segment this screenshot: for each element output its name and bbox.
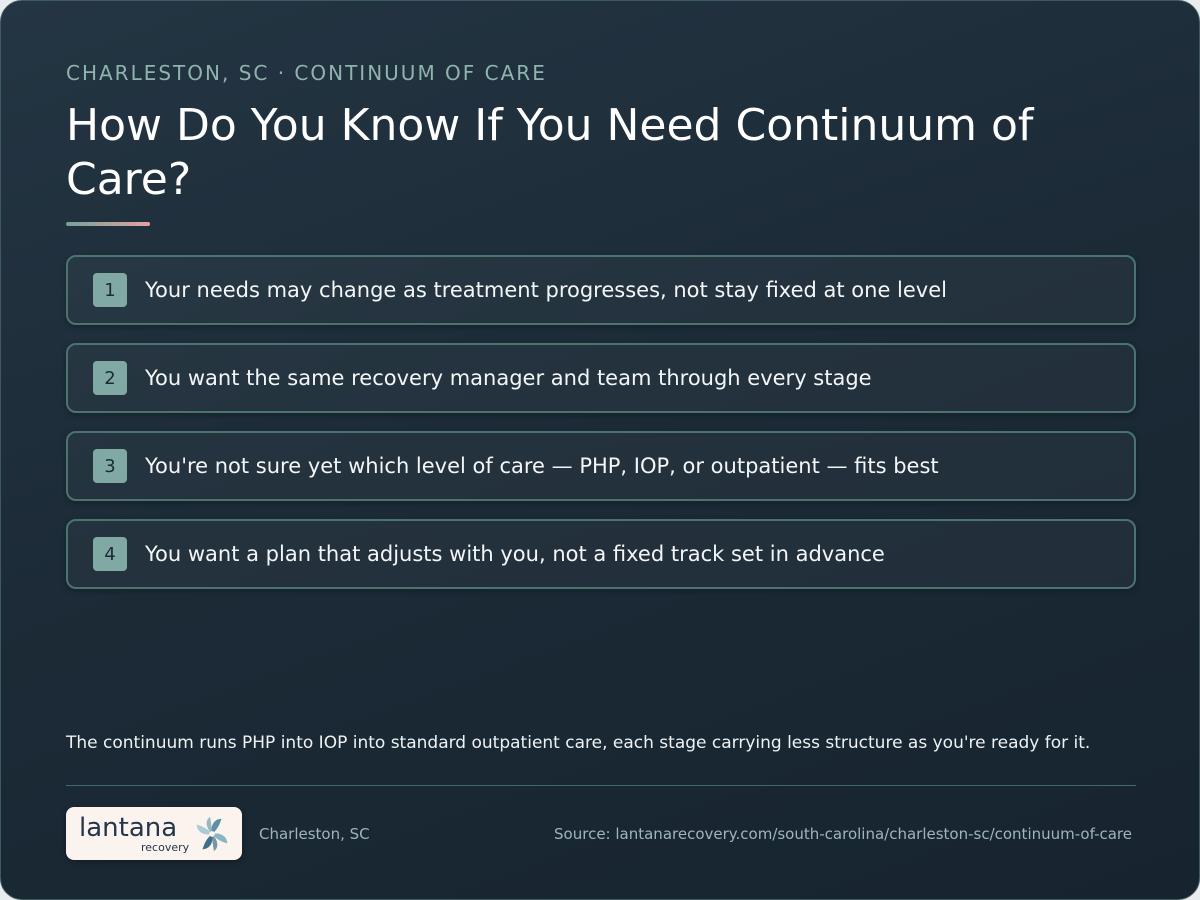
page-title: How Do You Know If You Need Continuum of Care?: [66, 100, 1034, 205]
item-number-badge: 2: [93, 361, 127, 395]
item-number-badge: 4: [93, 537, 127, 571]
criteria-item: [66, 255, 1136, 325]
summary-text: The continuum runs PHP into IOP into standard outpatient care, each stage carrying less structure as you're ready for it.: [66, 733, 1091, 753]
criteria-item: [66, 343, 1136, 413]
footer-divider: [66, 785, 1136, 786]
item-text: You want the same recovery manager and team through every stage: [145, 366, 872, 390]
criteria-item: [66, 519, 1136, 589]
pinwheel-logo-icon: [193, 815, 231, 853]
item-number-badge: 3: [93, 449, 127, 483]
eyebrow-label: CHARLESTON, SC · CONTINUUM OF CARE: [66, 61, 547, 85]
logo-wordmark: lantana: [79, 813, 178, 843]
source-citation: Source: lantanarecovery.com/south-carolina/charleston-sc/continuum-of-care: [554, 825, 1132, 843]
item-text: You're not sure yet which level of care — PHP, IOP, or outpatient — fits best: [145, 454, 939, 478]
lantana-logo: [66, 807, 242, 860]
criteria-item: [66, 431, 1136, 501]
item-text: You want a plan that adjusts with you, not a fixed track set in advance: [145, 542, 885, 566]
logo-subtitle: recovery: [141, 841, 190, 854]
item-number-badge: 1: [93, 273, 127, 307]
title-accent-bar: [66, 222, 150, 226]
criteria-list: [66, 255, 1136, 607]
item-text: Your needs may change as treatment progresses, not stay fixed at one level: [145, 278, 947, 302]
footer-location: Charleston, SC: [259, 825, 370, 843]
